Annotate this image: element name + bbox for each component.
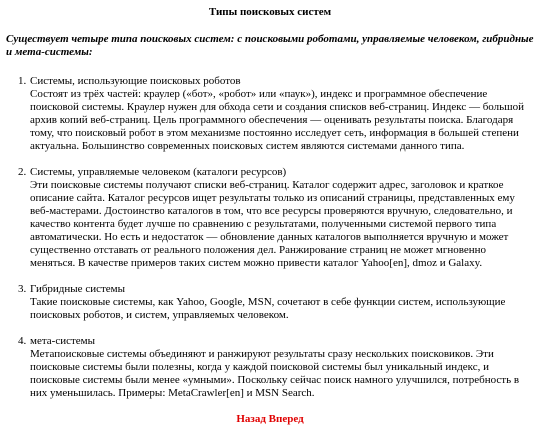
item-number: 1. xyxy=(18,75,27,87)
forward-link[interactable]: Вперед xyxy=(268,413,304,425)
item-body xyxy=(30,166,534,270)
item-description: Метапоисковые системы объединяют и ранжируют результаты сразу нескольких поисковиков. Эти поисковые системы были полезны, когда у каждой поисковой системы был уникальный индекс, и поисковые системы были менее «умными». Поскольку сейчас поиск намного улучшился, потребность в них уменьшилась. Примеры: MetaCrawler[en] и MSN Search. xyxy=(30,348,520,399)
item-number: 4. xyxy=(18,335,27,347)
item-body xyxy=(30,283,534,322)
search-systems-list xyxy=(6,75,534,400)
intro-text: Существует четыре типа поисковых систем: с поисковыми роботами, управляемые человеком, гибридные и мета-системы: xyxy=(6,33,534,58)
item-body xyxy=(30,335,534,400)
item-number: 3. xyxy=(18,283,27,295)
item-heading: Гибридные системы xyxy=(30,283,126,295)
item-description: Состоят из трёх частей: краулер («бот», «робот» или «паук»), индекс и программное обеспечение поисковой системы. Краулер нужен для обхода сети и создания списков веб-страниц. Индекс — большой архив копий веб-страниц. Цель программного обеспечения — оценивать результаты поиска. Благодаря тому, что поисковый робот в этом механизме постоянно исследует сеть, информация в большей степени актуальна. Большинство современных поисковых систем являются системами данного типа. xyxy=(30,88,525,152)
item-number: 2. xyxy=(18,166,27,178)
item-heading: Системы, управляемые человеком (каталоги ресурсов) xyxy=(30,166,287,178)
item-description: Такие поисковые системы, как Yahoo, Google, MSN, сочетают в себе функции систем, использующие поисковых роботов, и систем, управляемых человеком. xyxy=(30,296,506,321)
list-item xyxy=(18,283,534,322)
item-description: Эти поисковые системы получают списки веб-страниц. Каталог содержит адрес, заголовок и краткое описание сайта. Каталог ресурсов ищет результаты только из описаний страницы, представленных ему веб-мастерами. Достоинство каталогов в том, что все ресурсы проверяются вручную, следовательно, и качество контента будет лучше по сравнению с результатами, полученными системой первого типа автоматически. Но есть и недостаток — обновление данных каталогов выполняется вручную и может существенно отставать от реального положения дел. Ранжирование страниц не может мгновенно меняться. В качестве примеров таких систем можно привести каталог Yahoo[en], dmoz и Galaxy. xyxy=(30,179,515,269)
list-item xyxy=(18,335,534,400)
list-item xyxy=(18,75,534,153)
list-item xyxy=(18,166,534,270)
back-link[interactable]: Назад xyxy=(236,413,266,425)
item-heading: мета-системы xyxy=(30,335,96,347)
item-body xyxy=(30,75,534,153)
item-heading: Системы, использующие поисковых роботов xyxy=(30,75,241,87)
page-title: Типы поисковых систем xyxy=(208,6,332,18)
page-navigation xyxy=(6,413,534,426)
